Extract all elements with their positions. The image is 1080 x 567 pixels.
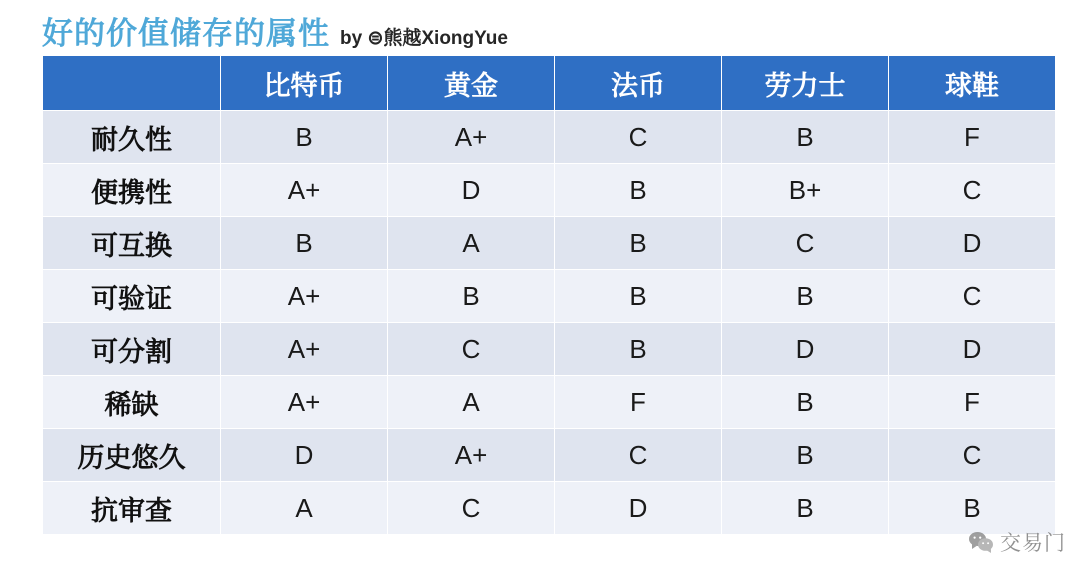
table-row-header: 可验证: [43, 270, 221, 323]
table-header: [43, 56, 1056, 111]
title-row: [42, 8, 508, 53]
table-cell: B: [722, 111, 889, 164]
page-title: 好的价值储存的属性: [42, 16, 330, 52]
table-row-header: 耐久性: [43, 111, 221, 164]
table-cell: A+: [221, 164, 388, 217]
table-row: [43, 482, 1056, 535]
table-cell: D: [889, 217, 1056, 270]
table-cell: B: [221, 111, 388, 164]
table-row-header: 可互换: [43, 217, 221, 270]
table-cell: B: [555, 270, 722, 323]
table-cell: A+: [388, 111, 555, 164]
table-corner-cell: [43, 56, 221, 111]
watermark-label: 交易门: [1000, 531, 1066, 555]
table-column-header: 球鞋: [889, 56, 1056, 111]
table-cell: B: [722, 376, 889, 429]
table-row: [43, 376, 1056, 429]
table-cell: C: [555, 429, 722, 482]
table-cell: A: [388, 376, 555, 429]
table-cell: B: [388, 270, 555, 323]
table-row: [43, 270, 1056, 323]
table-cell: D: [221, 429, 388, 482]
table-cell: D: [388, 164, 555, 217]
table-cell: C: [889, 164, 1056, 217]
wechat-icon: [968, 531, 994, 553]
table-row-header: 历史悠久: [43, 429, 221, 482]
table-cell: C: [889, 429, 1056, 482]
table-cell: B+: [722, 164, 889, 217]
table-cell: B: [555, 164, 722, 217]
table-column-header: 比特币: [221, 56, 388, 111]
table-row-header: 抗审查: [43, 482, 221, 535]
table-row-header: 可分割: [43, 323, 221, 376]
table-cell: A+: [221, 323, 388, 376]
table-cell: A+: [388, 429, 555, 482]
table-cell: F: [889, 376, 1056, 429]
table-cell: B: [221, 217, 388, 270]
table-cell: B: [555, 323, 722, 376]
table-row: [43, 323, 1056, 376]
table-column-header: 法币: [555, 56, 722, 111]
table-row: [43, 217, 1056, 270]
table-cell: B: [555, 217, 722, 270]
table-cell: C: [555, 111, 722, 164]
table-cell: C: [722, 217, 889, 270]
table-header-row: [43, 56, 1056, 111]
table-row-header: 稀缺: [43, 376, 221, 429]
table-column-header: 劳力士: [722, 56, 889, 111]
value-comparison-table: [42, 55, 1056, 535]
table-row: [43, 429, 1056, 482]
table-cell: A+: [221, 270, 388, 323]
table-row: [43, 111, 1056, 164]
table-cell: D: [555, 482, 722, 535]
table-cell: A: [221, 482, 388, 535]
table-row: [43, 164, 1056, 217]
table-row-header: 便携性: [43, 164, 221, 217]
watermark: [968, 527, 1066, 557]
table-cell: B: [722, 482, 889, 535]
table-cell: F: [555, 376, 722, 429]
table-cell: D: [722, 323, 889, 376]
table-column-header: 黄金: [388, 56, 555, 111]
table-body: [43, 111, 1056, 535]
table-cell: A+: [221, 376, 388, 429]
byline: by ⊜熊越XiongYue: [340, 28, 508, 49]
table-cell: A: [388, 217, 555, 270]
table-cell: D: [889, 323, 1056, 376]
table-cell: B: [722, 270, 889, 323]
table-cell: C: [388, 323, 555, 376]
table-cell: C: [388, 482, 555, 535]
table-cell: C: [889, 270, 1056, 323]
table-cell: B: [889, 482, 1056, 535]
table-cell: F: [889, 111, 1056, 164]
table-cell: B: [722, 429, 889, 482]
